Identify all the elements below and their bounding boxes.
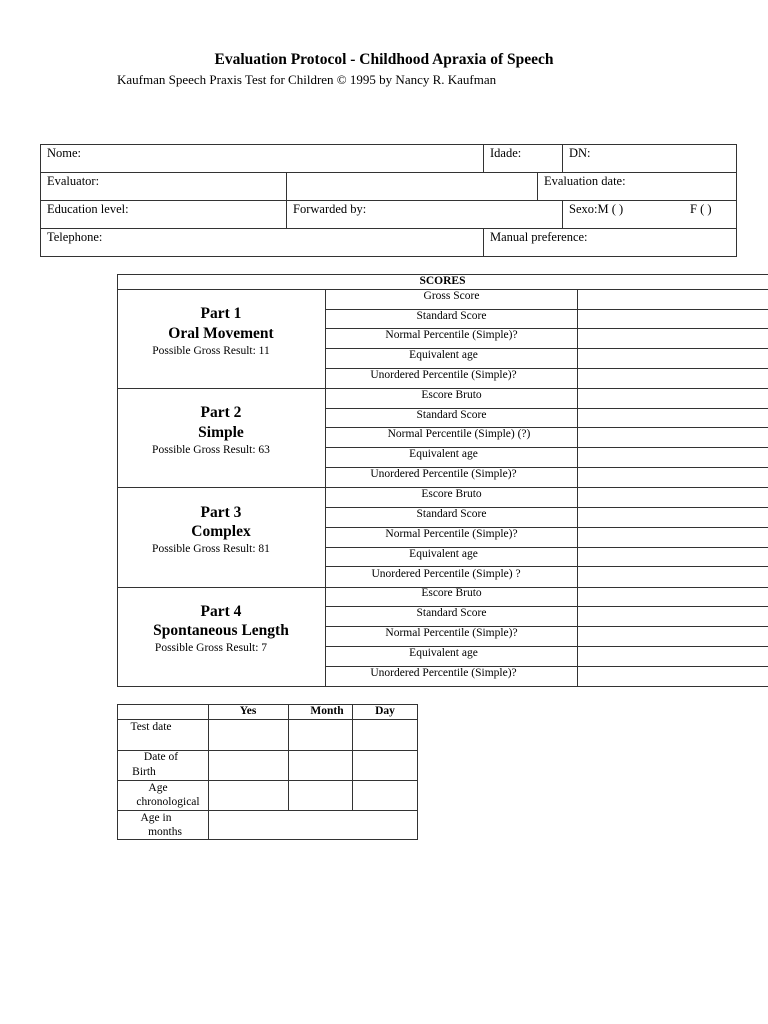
part-4-name: Spontaneous Length bbox=[153, 622, 289, 639]
score-row-label: Equivalent age bbox=[409, 448, 478, 460]
score-row-label: Standard Score bbox=[416, 607, 487, 619]
chronological-age-label-line1: Age bbox=[148, 782, 168, 794]
scores-header: SCORES bbox=[419, 275, 466, 287]
evaluation-date-field-label: Evaluation date: bbox=[544, 174, 626, 188]
score-row-label: Equivalent age bbox=[409, 548, 478, 560]
age-in-months-label-line1: Age in bbox=[140, 812, 172, 824]
sex-male-option: Sexo:M ( ) bbox=[569, 202, 624, 216]
name-field-label: Nome: bbox=[47, 146, 82, 160]
score-row-label: Normal Percentile (Simple) (?) bbox=[387, 428, 531, 440]
telephone-field-label: Telephone: bbox=[47, 230, 103, 244]
part-1-number: Part 1 bbox=[200, 305, 242, 322]
birth-date-label-line1: Date of bbox=[143, 751, 179, 763]
part-3-number: Part 3 bbox=[200, 504, 242, 521]
day-column-header: Day bbox=[375, 705, 395, 717]
page-title: Evaluation Protocol - Childhood Apraxia of Speech bbox=[214, 51, 554, 68]
part-4-possible-result: Possible Gross Result: 7 bbox=[154, 642, 268, 654]
score-row-label: Equivalent age bbox=[409, 647, 478, 659]
score-row-label: Equivalent age bbox=[409, 349, 478, 361]
page-subtitle: Kaufman Speech Praxis Test for Children © 1995 by Nancy R. Kaufman bbox=[117, 72, 497, 87]
score-row-label: Escore Bruto bbox=[421, 587, 482, 599]
birth-date-label-line2: Birth bbox=[132, 766, 156, 778]
part-2-possible-result: Possible Gross Result: 63 bbox=[152, 444, 270, 456]
score-row-label: Unordered Percentile (Simple) ? bbox=[371, 568, 521, 580]
score-row-label: Unordered Percentile (Simple)? bbox=[370, 468, 517, 480]
score-row-label: Gross Score bbox=[423, 290, 480, 302]
birthdate-field-label: DN: bbox=[569, 146, 591, 160]
forwarded-by-field-label: Forwarded by: bbox=[293, 202, 367, 216]
part-3-possible-result: Possible Gross Result: 81 bbox=[152, 543, 270, 555]
chronological-age-label-line2: chronological bbox=[136, 796, 200, 808]
score-row-label: Normal Percentile (Simple)? bbox=[385, 528, 518, 540]
part-4-number: Part 4 bbox=[200, 603, 242, 620]
education-level-field-label: Education level: bbox=[47, 202, 129, 216]
part-3-name: Complex bbox=[191, 523, 251, 540]
score-row-label: Normal Percentile (Simple)? bbox=[385, 627, 518, 639]
month-column-header: Month bbox=[310, 705, 344, 717]
age-in-months-label-line2: months bbox=[148, 826, 182, 838]
evaluator-field-label: Evaluator: bbox=[47, 174, 100, 188]
score-row-label: Unordered Percentile (Simple)? bbox=[370, 667, 517, 679]
part-1-possible-result: Possible Gross Result: 11 bbox=[152, 345, 270, 357]
score-row-label: Escore Bruto bbox=[421, 389, 482, 401]
part-1-name: Oral Movement bbox=[168, 325, 274, 342]
year-column-header: Yes bbox=[239, 705, 257, 717]
part-2-number: Part 2 bbox=[200, 404, 242, 421]
age-field-label: Idade: bbox=[490, 146, 522, 160]
score-row-label: Escore Bruto bbox=[421, 488, 482, 500]
sex-female-option: F ( ) bbox=[690, 202, 712, 216]
score-row-label: Standard Score bbox=[416, 310, 487, 322]
manual-preference-field-label: Manual preference: bbox=[490, 230, 588, 244]
score-row-label: Normal Percentile (Simple)? bbox=[385, 329, 518, 341]
score-row-label: Unordered Percentile (Simple)? bbox=[370, 369, 517, 381]
score-row-label: Standard Score bbox=[416, 508, 487, 520]
part-2-name: Simple bbox=[198, 424, 244, 441]
test-date-label: Test date bbox=[130, 721, 172, 733]
score-row-label: Standard Score bbox=[416, 409, 487, 421]
